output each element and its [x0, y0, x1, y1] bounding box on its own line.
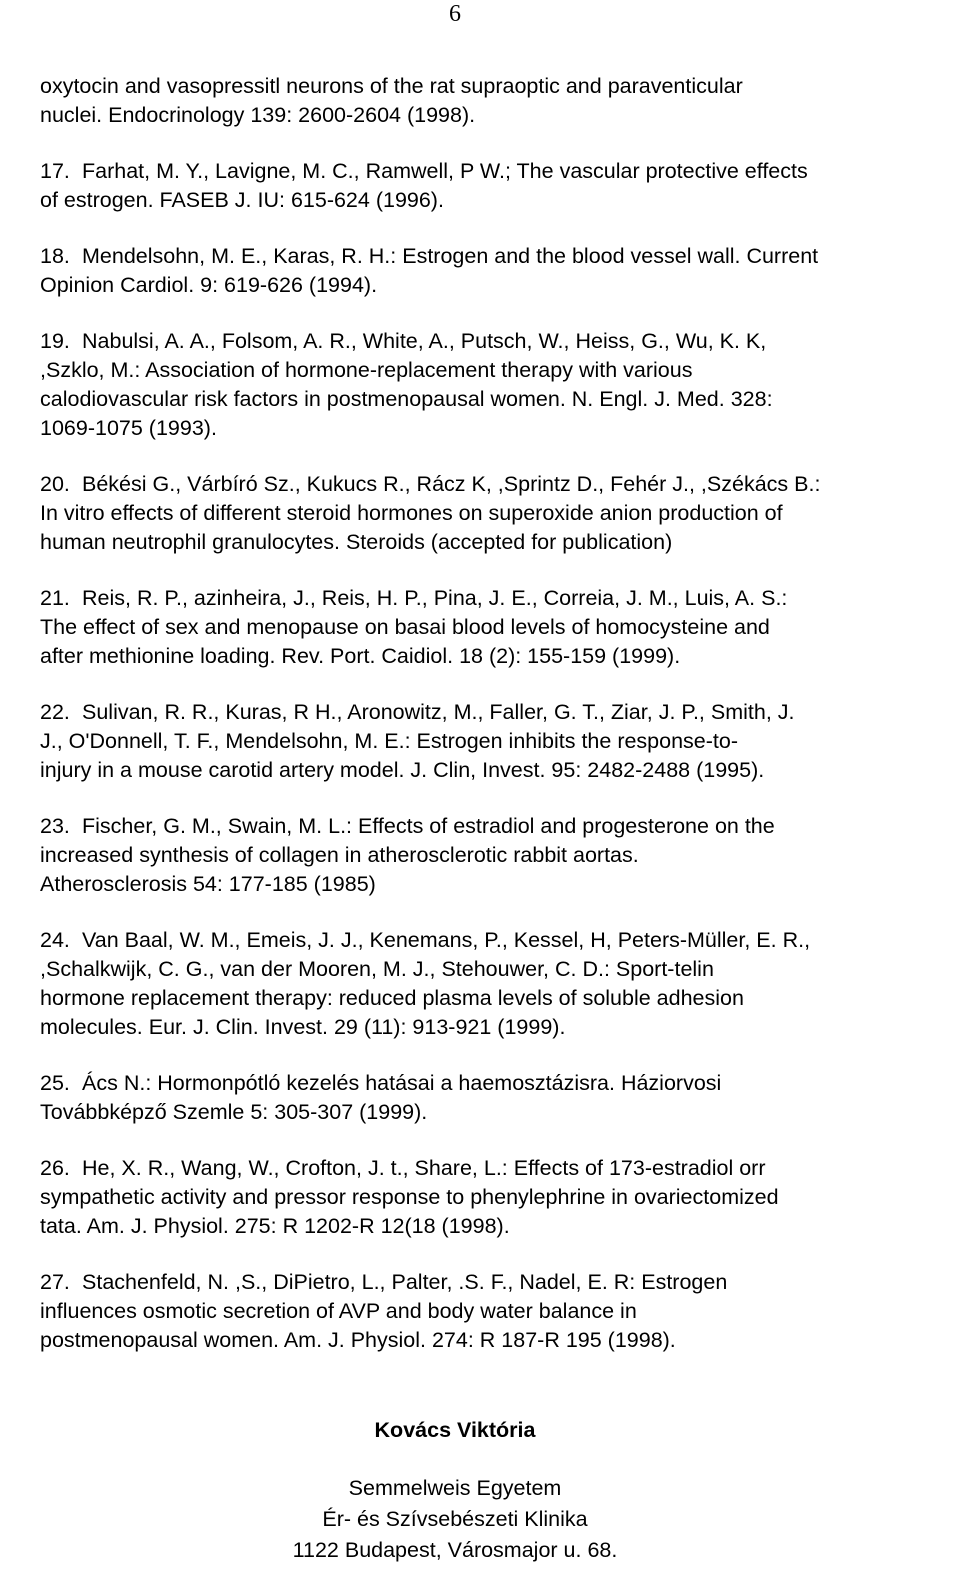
affiliation-line: Semmelweis Egyetem — [348, 1476, 562, 1500]
reference-line: injury in a mouse carotid artery model. J. Clin, Invest. 95: 2482-2488 (1995). — [40, 758, 765, 782]
reference-line: sympathetic activity and pressor response to phenylephrine in ovariectomized — [40, 1185, 779, 1209]
reference-line: J., O'Donnell, T. F., Mendelsohn, M. E.: Estrogen inhibits the response-to- — [40, 729, 739, 753]
reference-number: 21. — [40, 586, 70, 610]
reference-number: 20. — [40, 472, 70, 496]
reference-line: Opinion Cardiol. 9: 619-626 (1994). — [40, 273, 378, 297]
reference-24 — [40, 926, 955, 1042]
reference-line: In vitro effects of different steroid hormones on superoxide anion production of — [40, 501, 783, 525]
reference-line: human neutrophil granulocytes. Steroids (accepted for publication) — [40, 530, 673, 554]
reference-line: Mendelsohn, M. E., Karas, R. H.: Estrogen and the blood vessel wall. Current — [82, 244, 819, 268]
reference-line: 1069-1075 (1993). — [40, 416, 217, 440]
reference-line: Fischer, G. M., Swain, M. L.: Effects of estradiol and progesterone on the — [82, 814, 775, 838]
reference-27 — [40, 1268, 955, 1355]
reference-line: Van Baal, W. M., Emeis, J. J., Kenemans, P., Kessel, H, Peters-Müller, E. R., — [82, 928, 811, 952]
reference-line: tata. Am. J. Physiol. 275: R 1202-R 12(18 (1998). — [40, 1214, 510, 1238]
reference-line: Továbbképző Szemle 5: 305-307 (1999). — [40, 1100, 428, 1124]
reference-line: nuclei. Endocrinology 139: 2600-2604 (1998). — [40, 103, 476, 127]
reference-line: He, X. R., Wang, W., Crofton, J. t., Share, L.: Effects of 173-estradiol orr — [82, 1156, 766, 1180]
reference-line: Atherosclerosis 54: 177-185 (1985) — [40, 872, 376, 896]
page-number: 6 — [449, 1, 461, 27]
reference-number: 25. — [40, 1071, 70, 1095]
reference-line: Békési G., Várbíró Sz., Kukucs R., Rácz K, ,Sprintz D., Fehér J., ,Székács B.: — [82, 472, 821, 496]
reference-line: The effect of sex and menopause on basai blood levels of homocysteine and — [40, 615, 770, 639]
reference-line: increased synthesis of collagen in atherosclerotic rabbit aortas. — [40, 843, 639, 867]
reference-line: oxytocin and vasopressitl neurons of the rat supraoptic and paraventicular — [40, 74, 743, 98]
reference-number: 24. — [40, 928, 70, 952]
reference-22 — [40, 698, 955, 785]
reference-line: ,Szklo, M.: Association of hormone-replacement therapy with various — [40, 358, 693, 382]
reference-19 — [40, 327, 955, 443]
reference-line: Farhat, M. Y., Lavigne, M. C., Ramwell, P W.; The vascular protective effects — [82, 159, 808, 183]
reference-number: 17. — [40, 159, 70, 183]
reference-21 — [40, 584, 955, 671]
reference-25 — [40, 1069, 955, 1127]
reference-number: 27. — [40, 1270, 70, 1294]
reference-line: hormone replacement therapy: reduced plasma levels of soluble adhesion — [40, 986, 744, 1010]
reference-number: 26. — [40, 1156, 70, 1180]
reference-line: Stachenfeld, N. ,S., DiPietro, L., Palter, .S. F., Nadel, E. R: Estrogen — [82, 1270, 728, 1294]
reference-line: ,Schalkwijk, C. G., van der Mooren, M. J., Stehouwer, C. D.: Sport-telin — [40, 957, 714, 981]
affiliation-line: Ér- és Szívsebészeti Klinika — [322, 1507, 588, 1531]
reference-26 — [40, 1154, 955, 1241]
reference-line: Nabulsi, A. A., Folsom, A. R., White, A., Putsch, W., Heiss, G., Wu, K. K, — [82, 329, 767, 353]
reference-line: postmenopausal women. Am. J. Physiol. 274: R 187-R 195 (1998). — [40, 1328, 676, 1352]
reference-continued — [40, 72, 955, 130]
reference-line: molecules. Eur. J. Clin. Invest. 29 (11): 913-921 (1999). — [40, 1015, 566, 1039]
author-name: Kovács Viktória — [374, 1418, 536, 1442]
reference-line: calodiovascular risk factors in postmenopausal women. N. Engl. J. Med. 328: — [40, 387, 773, 411]
reference-number: 23. — [40, 814, 70, 838]
author-affiliation — [0, 1473, 910, 1566]
reference-20 — [40, 470, 955, 557]
reference-number: 18. — [40, 244, 70, 268]
reference-line: influences osmotic secretion of AVP and body water balance in — [40, 1299, 637, 1323]
reference-line: Sulivan, R. R., Kuras, R H., Aronowitz, M., Faller, G. T., Ziar, J. P., Smith, J. — [82, 700, 795, 724]
reference-line: after methionine loading. Rev. Port. Caidiol. 18 (2): 155-159 (1999). — [40, 644, 681, 668]
reference-line: Reis, R. P., azinheira, J., Reis, H. P., Pina, J. E., Correia, J. M., Luis, A. S.: — [82, 586, 788, 610]
reference-18 — [40, 242, 955, 300]
reference-line: of estrogen. FASEB J. IU: 615-624 (1996). — [40, 188, 444, 212]
reference-number: 22. — [40, 700, 70, 724]
reference-number: 19. — [40, 329, 70, 353]
reference-23 — [40, 812, 955, 899]
reference-list — [40, 72, 955, 1355]
reference-line: Ács N.: Hormonpótló kezelés hatásai a haemosztázisra. Háziorvosi — [82, 1071, 722, 1095]
affiliation-line: 1122 Budapest, Városmajor u. 68. — [292, 1538, 618, 1562]
reference-17 — [40, 157, 955, 215]
